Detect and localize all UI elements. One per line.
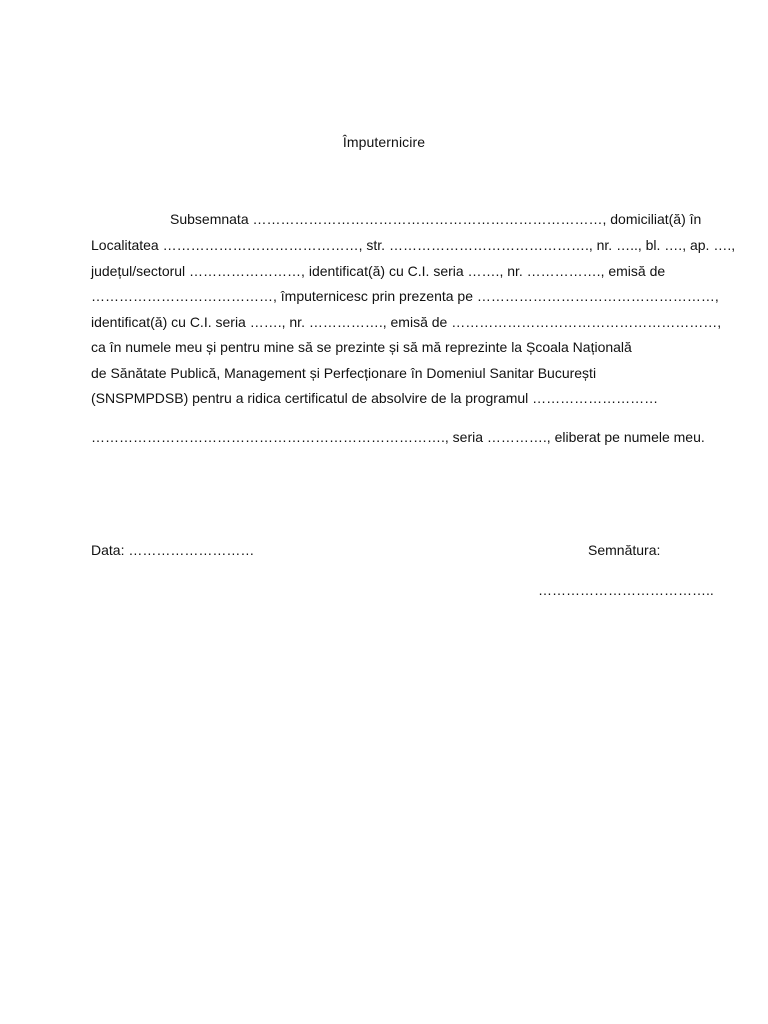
body-line-3: județul/sectorul ……………………, identificat(ă) cu C.I. seria ……., nr. ……………., emisă de — [91, 263, 666, 279]
body-line-5: identificat(ă) cu C.I. seria ……., nr. ……………., emisă de …………………………………………………, — [91, 314, 722, 330]
body-line-6: ca în numele meu și pentru mine să se prezinte și să mă reprezinte la Școala Națională — [91, 339, 632, 355]
body-line-4: …………………………………, împuternicesc prin prezenta pe ……………………………………………, — [91, 288, 719, 304]
body-line-2: Localitatea ……………………………………, str. ……………………………………., nr. ….., bl. …., ap. …., — [91, 237, 736, 253]
date-label: Data: ……………………… — [91, 542, 255, 558]
signature-line: ……………………………….. — [538, 582, 714, 598]
body-line-7: de Sănătate Publică, Management și Perfecționare în Domeniul Sanitar București — [91, 365, 597, 381]
body-line-9: …………………………………………………………………., seria …………., eliberat pe numele meu. — [91, 429, 705, 445]
body-line-1: Subsemnata …………………………………………………………………, domiciliat(ă) în — [170, 211, 702, 227]
document-title: Împuternicire — [342, 134, 426, 150]
body-line-8: (SNSPMPDSB) pentru a ridica certificatul de absolvire de la programul ……………………… — [91, 390, 659, 406]
signature-label: Semnătura: — [588, 542, 661, 558]
